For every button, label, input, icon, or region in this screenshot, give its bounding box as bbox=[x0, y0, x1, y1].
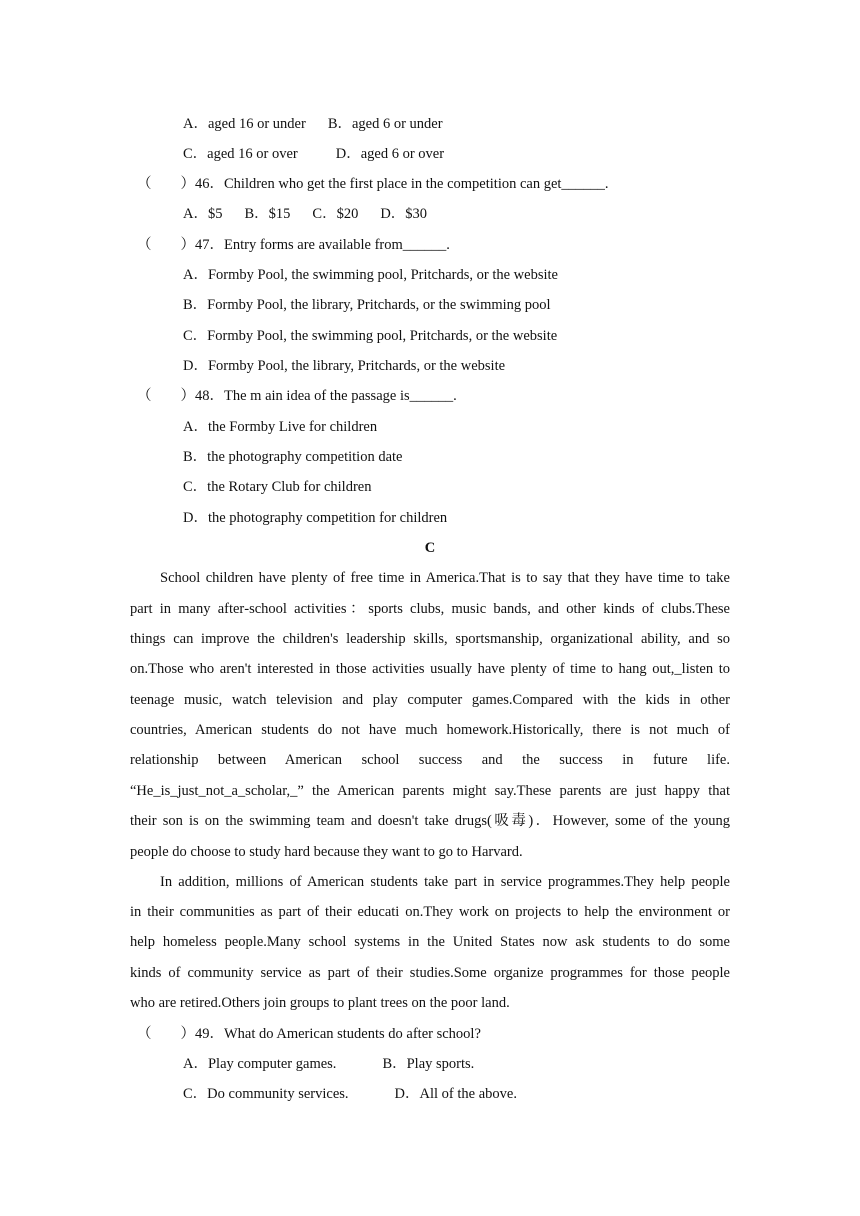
q49-options-row-2 bbox=[183, 1084, 517, 1104]
q47-option-a: A．Formby Pool, the swimming pool, Pritchards, or the website bbox=[183, 267, 558, 283]
q49-stem: （ ）49．What do American students do after school? bbox=[137, 1026, 481, 1042]
passage-line: relationship between American school success and the success in future life. bbox=[130, 752, 730, 768]
q46-stem: （ ）46．Children who get the first place in the competition can get______. bbox=[137, 176, 609, 192]
passage-line: “He_is_just_not_a_scholar,_” the American parents might say.These parents are just happy that bbox=[130, 783, 730, 799]
passage-line: things can improve the children's leadership skills, sportsmanship, organizational ability, and so bbox=[130, 631, 730, 647]
q48-option-b: B．the photography competition date bbox=[183, 449, 403, 465]
q45-option-b: B．aged 6 or under bbox=[327, 116, 443, 132]
passage-line: help homeless people.Many school systems in the United States now ask students to do some bbox=[130, 934, 730, 950]
passage-line: School children have plenty of free time in America.That is to say that they have time to take bbox=[160, 570, 730, 586]
q48-option-c: C．the Rotary Club for children bbox=[183, 479, 372, 495]
q46-options-row bbox=[183, 204, 427, 224]
q49-option-b: B．Play sports. bbox=[382, 1056, 475, 1072]
q47-stem: （ ）47．Entry forms are available from______. bbox=[137, 237, 450, 253]
q47-option-b: B．Formby Pool, the library, Pritchards, or the swimming pool bbox=[183, 297, 551, 313]
q49-option-d: D．All of the above. bbox=[394, 1086, 517, 1102]
q48-option-a: A．the Formby Live for children bbox=[183, 419, 378, 435]
passage-line: teenage music, watch television and play computer games.Compared with the kids in other bbox=[130, 692, 730, 708]
q46-option-b: B．$15 bbox=[244, 206, 291, 222]
q45-option-c: C．aged 16 or over bbox=[183, 146, 298, 162]
q49-option-a: A．Play computer games. bbox=[183, 1056, 337, 1072]
q49-options-row-1 bbox=[183, 1054, 474, 1074]
q46-option-c: C．$20 bbox=[312, 206, 359, 222]
passage-line: part in many after‐school activities：sports clubs, music bands, and other kinds of clubs.These bbox=[130, 601, 730, 617]
passage-line: kinds of community service as part of their studies.Some organize programmes for those people bbox=[130, 965, 730, 981]
q47-option-d: D．Formby Pool, the library, Pritchards, or the website bbox=[183, 358, 506, 374]
passage-line: countries, American students do not have much homework.Historically, there is not much of bbox=[130, 722, 730, 738]
q45-options-row-2 bbox=[183, 144, 444, 164]
q45-option-d: D．aged 6 or over bbox=[335, 146, 445, 162]
q48-option-d: D．the photography competition for children bbox=[183, 510, 448, 526]
q46-option-a: A．$5 bbox=[183, 206, 223, 222]
q46-option-d: D．$30 bbox=[380, 206, 428, 222]
section-heading: C bbox=[424, 540, 436, 556]
passage-line: their son is on the swimming team and doesn't take drugs(吸毒)．However, some of the young bbox=[130, 813, 730, 829]
q47-option-c: C．Formby Pool, the swimming pool, Pritchards, or the website bbox=[183, 328, 558, 344]
passage-line: on.Those who aren't interested in those activities usually have plenty of time to hang out,_listen to bbox=[130, 661, 730, 677]
q49-option-c: C．Do community services. bbox=[183, 1086, 349, 1102]
q45-options-row-1 bbox=[183, 114, 443, 134]
passage-line: who are retired.Others join groups to plant trees on the poor land. bbox=[130, 995, 510, 1011]
passage-line: in their communities as part of their educati on.They work on projects to help the environment or bbox=[130, 904, 730, 920]
q45-option-a: A．aged 16 or under bbox=[183, 116, 306, 132]
passage-line: In addition, millions of American students take part in service programmes.They help people bbox=[160, 874, 730, 890]
passage-line: people do choose to study hard because they want to go to Harvard. bbox=[130, 844, 523, 860]
q48-stem: （ ）48．The m ain idea of the passage is______. bbox=[137, 388, 457, 404]
